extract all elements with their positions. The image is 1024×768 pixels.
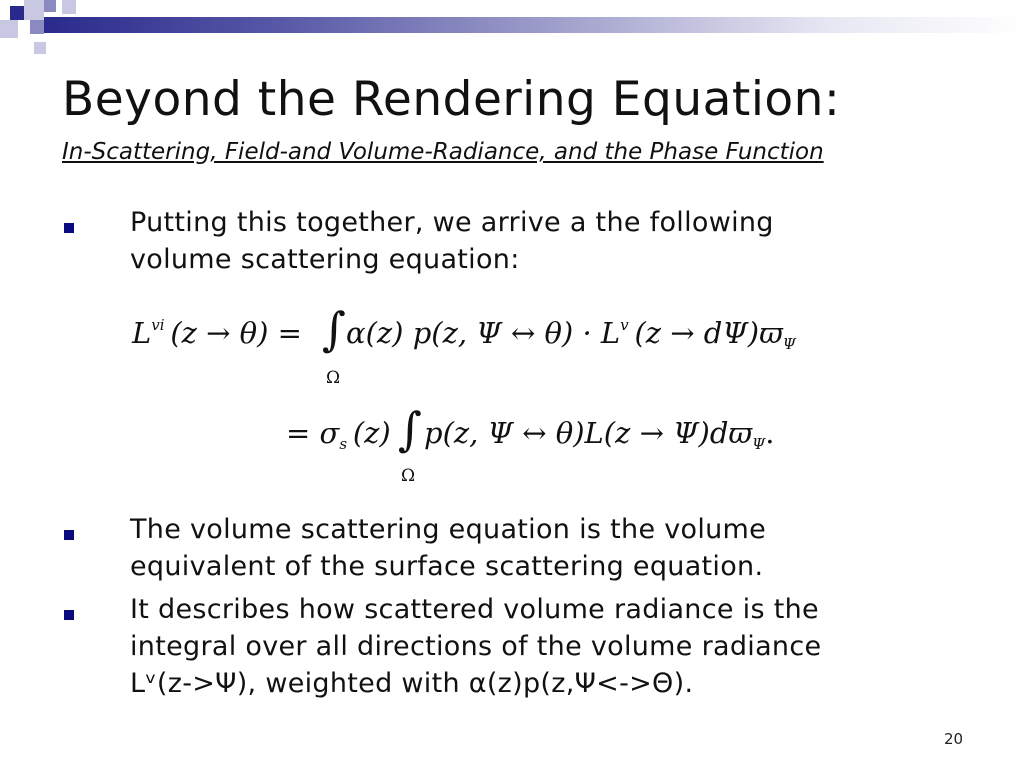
header-square-mid — [30, 20, 44, 34]
bullet-marker — [64, 610, 74, 620]
header-square-light — [34, 42, 46, 54]
bullet-line: The volume scattering equation is the volume — [130, 514, 767, 545]
header-square-light — [0, 20, 18, 38]
equation-line-1-rhs: α(z) p(z, Ψ ↔ $\theta) \cdot L^v$ $(z \to d\Psi)ϖ_\Psi$ — [346, 316, 796, 353]
bullet-line: It describes how scattered volume radiance is the — [130, 594, 819, 625]
bullet-line: volume scattering equation: — [130, 244, 520, 275]
slide-title: Beyond the Rendering Equation: — [62, 72, 841, 127]
header-square-light — [24, 0, 44, 20]
integral-sign: ∫ — [322, 302, 346, 356]
header-gradient-bar — [44, 17, 1024, 33]
header-square-dark — [10, 6, 24, 20]
equation-line-2-rhs: p(z, Ψ ↔ $\theta)L(z \to \Psi)dϖ_\Psi$. — [424, 416, 775, 453]
integral-domain-label: Ω — [326, 368, 341, 388]
equation-line-1-lhs: $L^{vi}$ (z → θ) = — [132, 316, 302, 350]
header-square-light — [62, 0, 76, 14]
page-number: 20 — [944, 730, 964, 748]
bullet-text — [130, 511, 766, 585]
slide-subtitle: In-Scattering, Field-and Volume-Radiance, and the Phase Function — [62, 139, 824, 165]
bullet-line: equivalent of the surface scattering equation. — [130, 551, 764, 582]
integral-domain-label: Ω — [401, 466, 416, 486]
bullet-line: Lᵛ(z->Ψ), weighted with α(z)p(z,Ψ<->Θ). — [130, 668, 694, 699]
bullet-text — [130, 591, 821, 702]
bullet-text — [130, 204, 774, 278]
bullet-line: integral over all directions of the volume radiance — [130, 631, 822, 662]
bullet-line: Putting this together, we arrive a the following — [130, 207, 774, 238]
equation-line-2-lhs: = $\sigma_s$ (z) — [286, 416, 391, 453]
header-square-mid — [44, 0, 56, 12]
bullet-marker — [64, 530, 74, 540]
integral-sign: ∫ — [398, 402, 422, 456]
bullet-marker — [64, 223, 74, 233]
